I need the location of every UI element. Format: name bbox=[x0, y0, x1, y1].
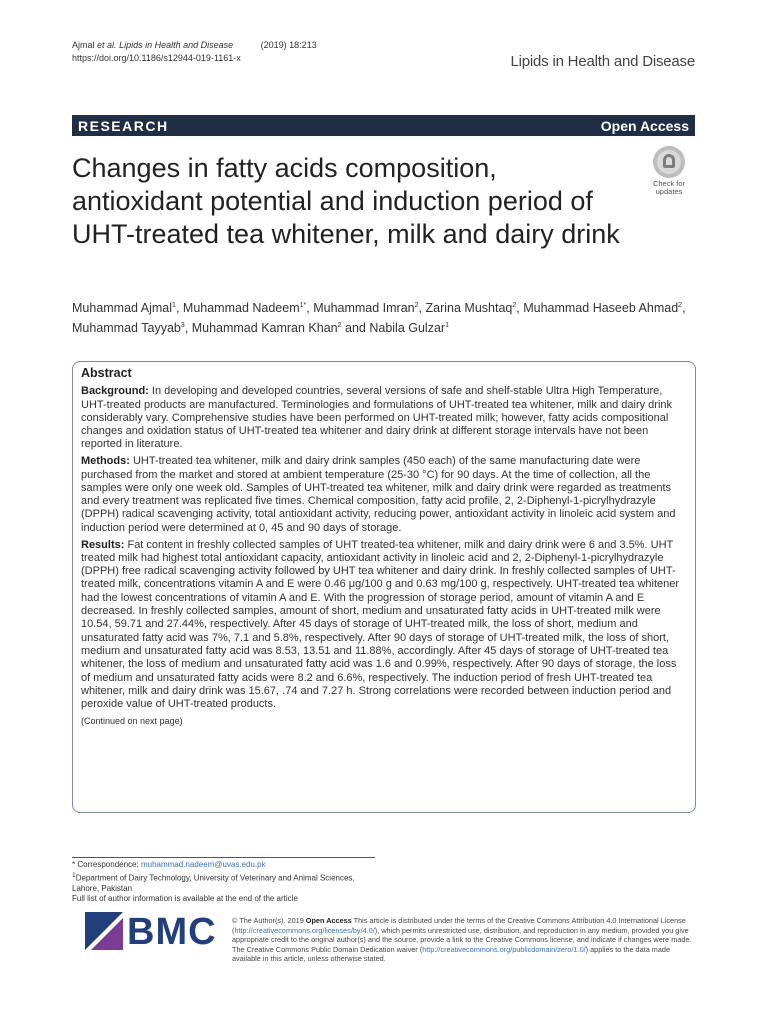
bmc-logo-icon bbox=[85, 912, 123, 950]
bmc-logo[interactable] bbox=[85, 912, 220, 952]
license-link[interactable]: http://creativecommons.org/licenses/by/4.0/ bbox=[234, 925, 375, 935]
article-type: RESEARCH bbox=[78, 117, 169, 134]
author[interactable]: Muhammad Imran$^2$ bbox=[313, 301, 419, 316]
citation-etal: et al. bbox=[97, 40, 117, 50]
author[interactable]: Muhammad Ajmal$^1$ bbox=[72, 301, 176, 316]
abstract-methods: Methods: UHT-treated tea whitener, milk and dairy drink samples (450 each) of the same manufacturing date were purchased from the market and stored at ambient temperature (25-30 °C) for 90 days. At the time of collection, all the samples were only one week old. Samples of UHT-treated tea whitener, milk and dairy drink were regarded as treatments and every treatment was replicated five times. Chemical composition, fatty acid profile, 2, 2-Diphenyl-1-picrylhydrazyle (DPPH) radical scavenging activity, total antioxidant activity, reducing power, antioxidant activity in linoleic acid system and induction period were determined at 0, 45 and 90 days of storage. bbox=[81, 455, 676, 534]
citation-line bbox=[72, 40, 317, 50]
abstract-heading: Abstract bbox=[81, 366, 132, 380]
author[interactable]: Muhammad Nadeem$^{1*}$ bbox=[182, 301, 307, 316]
email-link[interactable]: muhammad.nadeem@uvas.edu.pk bbox=[140, 860, 266, 869]
author[interactable]: Zarina Mushtaq$^2$ bbox=[425, 301, 517, 316]
license-text: © The Author(s). 2019 Open Access This article is distributed under the terms of the Creative Commons Attribution 4.0 International License (http://creativecommons.org/licenses/by/4.0/), which permits unrestricted use, distribution, and reproduction in any medium, provided you give appropriate credit to the original author(s) and the source, provide a link to the Creative Commons license, and indicate if changes were made. The Creative Commons Public Domain Dedication waiver (http://creativecommons.org/publicdomain/zero/1.0/) applies to the data made available in this article, unless otherwise stated. bbox=[232, 916, 692, 964]
author-info-note: Full list of author information is available at the end of the article bbox=[72, 894, 298, 904]
citation-author: Ajmal bbox=[72, 40, 95, 50]
abstract bbox=[81, 367, 687, 729]
abstract-results: Results: Fat content in freshly collected samples of UHT treated-tea whitener, milk and dairy drink were 6 and 3.5%. UHT treated milk had highest total antioxidant capacity, antioxidant activity in linoleic acid and 2, 2-Diphenyl-1-picrylhydrazyle (DPPH) free radical scavenging activity followed by UHT tea whitener and dairy drink. In freshly collected samples of UHT-treated milk, concentrations vitamin A and E were 0.46 μg/100 g and 0.63 mg/100 g, respectively. UHT-treated tea whitener had the lowest concentrations of vitamin A and E. With the progression of storage period, amount of vitamin A and E decreased. In freshly collected samples, amount of short, medium and unsaturated fatty acids in UHT-treated milk were 10.54, 59.71 and 27.44%, respectively. After 45 days of storage of UHT-treated milk, the loss of short, medium and unsaturated fatty acid was 7%, 7.1 and 5.8%, respectively. After 90 days of storage of UHT-treated milk, the loss of short, medium and unsaturated fatty acid was 8.53, 13.51 and 11.88%, accordingly. After 45 days of storage of UHT-treated tea whitener, the loss of medium and unsaturated fatty acid was 1.6 and 0.99%, respectively. After 90 days of storage, the loss of medium and unsaturated fatty acids were 8.2 and 6.6%, respectively. The induction period of fresh UHT-treated tea whitener, milk and dairy drink was 15.67, .74 and 7.27 h. Strong correlations were recorded between induction period and peroxide value of UHT-treated products. bbox=[81, 538, 680, 711]
article-title: Changes in fatty acids composition, antioxidant potential and induction period of UHT-treated tea whitener, milk and dairy drink bbox=[72, 153, 620, 249]
affiliation: $^1$Department of Dairy Technology, University of Veterinary and Animal Sciences, Lahore, Pakistan bbox=[72, 871, 355, 893]
abstract-background: Background: In developing and developed countries, several versions of safe and shelf-stable Ultra High Temperature, UHT-treated products are manufactured. Terminologies and formulations of UHT-treated tea whitener, milk and dairy drink considerably vary. Comprehensive studies have been performed on UHT-treated milk; however, fatty acids compositional changes and oxidation status of UHT-treated tea whitener and dairy drink at different storage intervals have not been reported in literature. bbox=[81, 385, 673, 451]
author[interactable]: Nabila Gulzar$^1$ bbox=[369, 321, 449, 336]
bmc-logo-text: BMC bbox=[127, 911, 217, 953]
open-access-label: Open Access bbox=[600, 117, 689, 134]
article-type-banner bbox=[72, 115, 695, 136]
citation-year: (2019) 18:213 bbox=[260, 40, 317, 50]
footnotes bbox=[72, 860, 372, 905]
author[interactable]: Muhammad Haseeb Ahmad$^2$ bbox=[523, 301, 683, 316]
check-for-updates-button[interactable] bbox=[640, 146, 698, 200]
citation-journal: Lipids in Health and Disease bbox=[119, 40, 234, 50]
doi-link[interactable]: https://doi.org/10.1186/s12944-019-1161-x bbox=[72, 53, 241, 63]
journal-name: Lipids in Health and Disease bbox=[510, 53, 695, 70]
author[interactable]: Muhammad Tayyab$^3$ bbox=[72, 321, 185, 336]
author-list: Muhammad Ajmal$^1$, Muhammad Nadeem$^{1*}$, Muhammad Imran$^2$, Zarina Mushtaq$^2$, Muhammad Haseeb Ahmad$^2$, Muhammad Tayyab$^3$, Muhammad Kamran Khan$^2$ and Nabila Gulzar$^1$ bbox=[72, 301, 686, 336]
bookmark-icon bbox=[653, 146, 685, 178]
continued-note: (Continued on next page) bbox=[81, 716, 183, 727]
check-for-updates-label: Check for updates bbox=[652, 179, 686, 196]
footnote-divider bbox=[72, 857, 375, 858]
author[interactable]: Muhammad Kamran Khan$^2$ bbox=[191, 321, 342, 336]
correspondence: * Correspondence: muhammad.nadeem@uvas.edu.pk bbox=[72, 860, 266, 869]
waiver-link[interactable]: http://creativecommons.org/publicdomain/zero/1.0/ bbox=[422, 944, 586, 954]
